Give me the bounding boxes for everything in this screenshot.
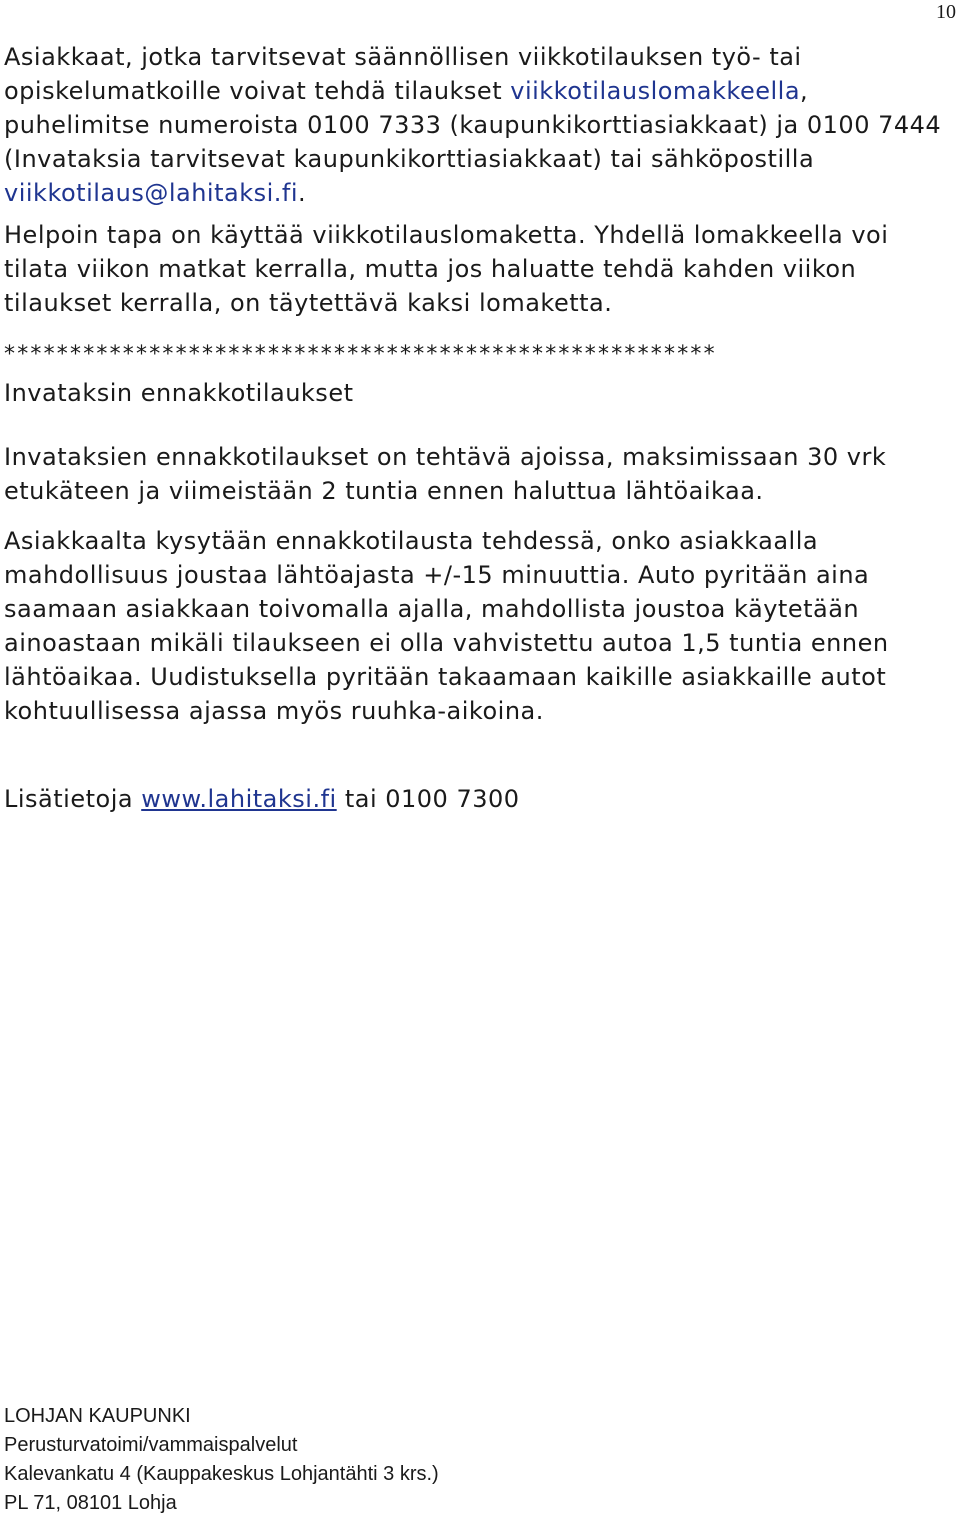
email-link[interactable]: viikkotilaus@lahitaksi.fi <box>4 179 299 207</box>
paragraph-text: . <box>298 179 307 207</box>
document-body <box>4 40 954 816</box>
paragraph-easiest-way: Helpoin tapa on käyttää viikkotilauslomaketta. Yhdellä lomakkeella voi tilata viikon matkat kerralla, mutta jos haluatte tehdä kahden viikon tilaukset kerralla, on täytettävä kaksi lomaketta. <box>4 221 889 317</box>
footer-street: Kalevankatu 4 (Kauppakeskus Lohjantähti 3 krs.) <box>4 1463 439 1485</box>
footer-org: LOHJAN KAUPUNKI <box>4 1405 191 1427</box>
more-info-prefix: Lisätietoja <box>4 785 142 813</box>
paragraph-weekly-orders <box>4 40 954 218</box>
more-info-line <box>4 782 954 816</box>
paragraph-text: , puhelimitse numeroista 0100 7333 (kaupunkikorttiasiakkaat) ja 0100 7444 (Invataksia tarvitsevat kaupunkikorttiasiakkaat) tai sähköpostilla <box>4 77 942 173</box>
footer-address <box>4 1402 439 1518</box>
footer-postal: PL 71, 08101 Lohja <box>4 1492 177 1514</box>
paragraph-text: Asiakkaat, jotka tarvitsevat säännöllisen viikkotilauksen työ- tai opiskelumatkoille voivat tehdä tilaukset <box>4 43 802 105</box>
page-number: 10 <box>936 1 956 23</box>
asterisk-divider: ****************************************************** <box>4 342 717 367</box>
website-link[interactable]: www.lahitaksi.fi <box>141 785 337 813</box>
paragraph-flexibility: Asiakkaalta kysytään ennakkotilausta tehdessä, onko asiakkaalla mahdollisuus joustaa lähtöajasta +/-15 minuuttia. Auto pyritään aina saamaan asiakkaan toivomalla ajalla, mahdollista joustoa käytetään ainoastaan mikäli tilaukseen ei olla vahvistettu autoa 1,5 tuntia ennen lähtöaikaa. Uudistuksella pyritään takaamaan kaikille asiakkaille autot kohtuullisessa ajassa myös ruuhka-aikoina. <box>4 527 889 725</box>
more-info-suffix: tai 0100 7300 <box>336 785 520 813</box>
section-heading: Invataksin ennakkotilaukset <box>4 379 354 407</box>
paragraph-advance-orders: Invataksien ennakkotilaukset on tehtävä ajoissa, maksimissaan 30 vrk etukäteen ja viimeistään 2 tuntia ennen haluttua lähtöaikaa. <box>4 443 887 505</box>
footer-department: Perusturvatoimi/vammaispalvelut <box>4 1434 298 1456</box>
weekly-order-form-link[interactable]: viikkotilauslomakkeella <box>510 77 801 105</box>
